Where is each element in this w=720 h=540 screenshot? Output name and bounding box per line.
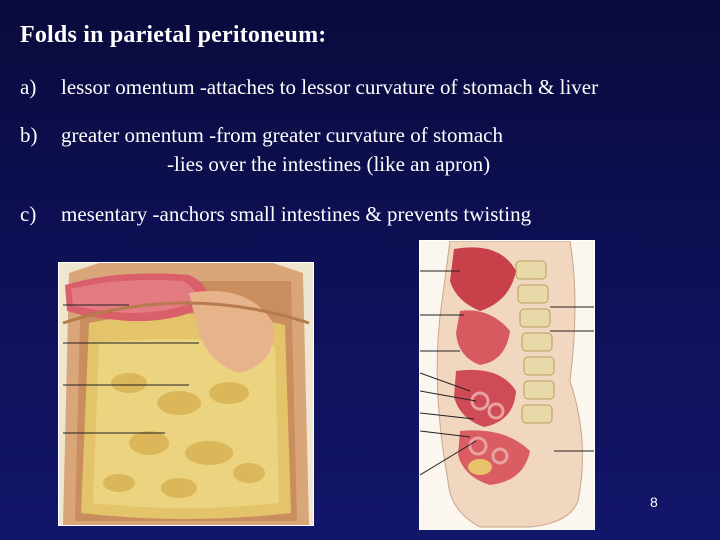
list-item-a <box>20 73 598 101</box>
list-marker: c) <box>20 202 37 226</box>
list-marker: b) <box>20 123 38 147</box>
list-item-continuation: -lies over the intestines (like an apron) <box>167 152 491 176</box>
list-item-b <box>20 121 503 149</box>
list-item-text: lessor omentum -attaches to lessor curvature of stomach & liver <box>61 75 599 99</box>
list-marker: a) <box>20 75 37 99</box>
list-item-text: greater omentum -from greater curvature of stomach <box>61 123 503 147</box>
slide-title: Folds in parietal peritoneum: <box>20 22 327 48</box>
abdomen-anterior-illustration <box>58 262 314 526</box>
list-item-c <box>20 200 531 228</box>
list-item-text: mesentary -anchors small intestines & prevents twisting <box>61 202 532 226</box>
page-number: 8 <box>650 494 658 510</box>
abdomen-sagittal-section-illustration <box>419 240 595 530</box>
